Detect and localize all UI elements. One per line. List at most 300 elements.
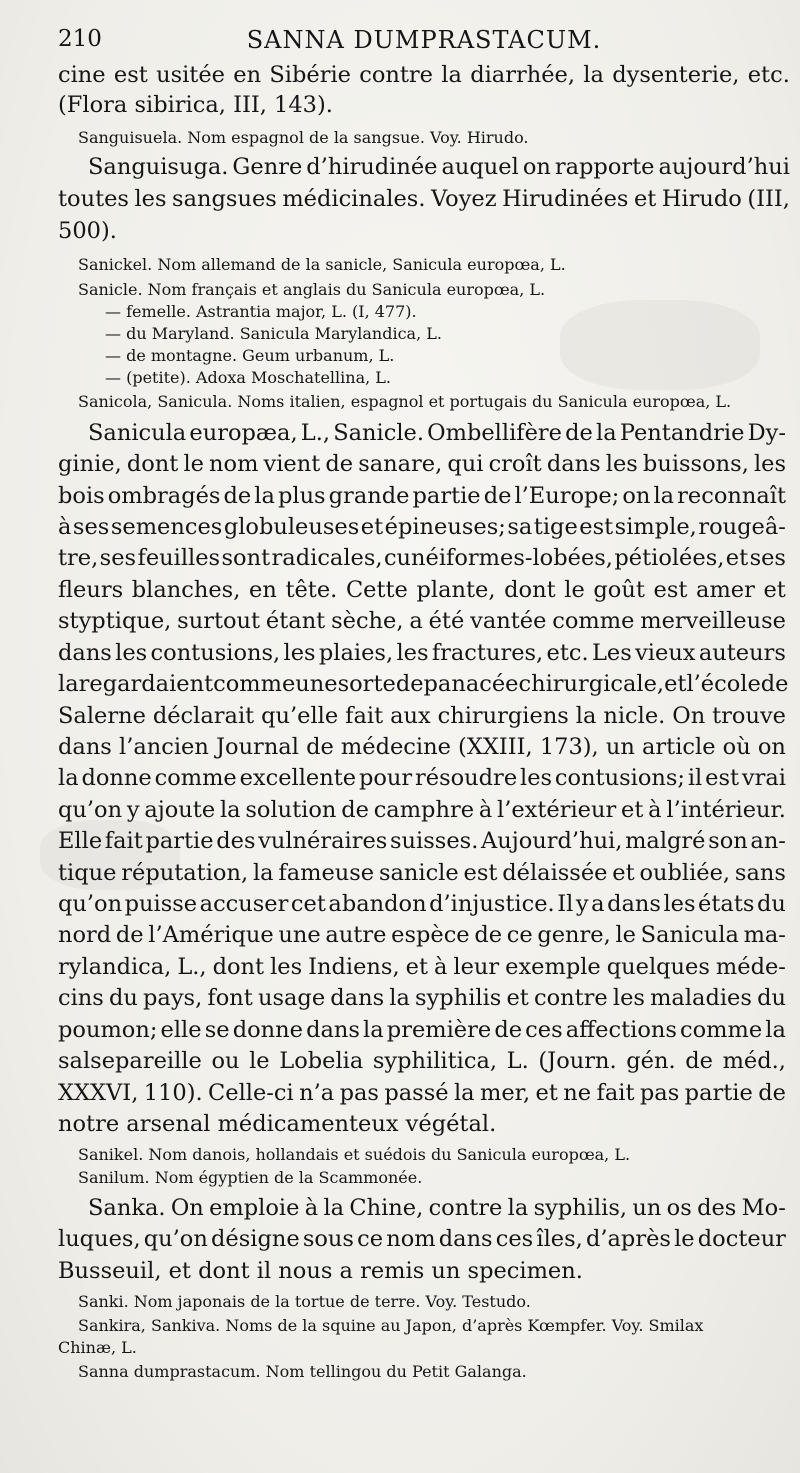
word: maladies (650, 985, 752, 1011)
word: Hirudinées (502, 186, 629, 212)
text-line (58, 483, 786, 509)
text-line (58, 577, 786, 603)
word: feuilles (137, 545, 221, 571)
word: a (409, 608, 423, 634)
word: réputation, (121, 860, 249, 886)
word: l’extérieur (497, 797, 617, 823)
text-line (58, 985, 786, 1011)
word: puisse (124, 891, 198, 917)
word: dans (58, 734, 112, 760)
word: diarrhée, (470, 62, 576, 88)
text-line (88, 1195, 786, 1221)
text-line: — de montagne. Geum urbanum, L. (105, 346, 395, 365)
word: tige (533, 514, 578, 540)
word: et (506, 985, 529, 1011)
word: et (633, 186, 657, 212)
word: ou (211, 1048, 240, 1074)
word: contre (428, 1195, 503, 1221)
word: ce (357, 1226, 384, 1252)
word: sont (221, 545, 271, 571)
word: Elle (58, 828, 103, 854)
text-line: Sanilum. Nom égyptien de la Scammonée. (78, 1168, 423, 1187)
word: à (433, 954, 448, 980)
word: cunéiformes-lobées, (383, 545, 613, 571)
word: sangsues (172, 186, 277, 212)
text-line (58, 765, 786, 791)
text-line: Sanicola, Sanicula. Noms italien, espagnol et portugais du Sanicula europœa, L. (78, 392, 732, 411)
text-line: — (petite). Adoxa Moschatellina, L. (105, 368, 391, 387)
word: le (615, 922, 636, 948)
word: d’après (585, 1226, 671, 1252)
word: la (765, 1017, 786, 1043)
word: chirurgiens (437, 703, 569, 729)
word: l’ancien (119, 734, 209, 760)
word: partie (412, 483, 481, 509)
word: son (708, 828, 748, 854)
word: auquel (441, 154, 519, 180)
word: syphilitica, (372, 1048, 498, 1074)
word: ombragés (107, 483, 221, 509)
word: suisses. (390, 828, 479, 854)
word: article (641, 734, 716, 760)
word: à (304, 1195, 319, 1221)
word: en (233, 62, 262, 88)
word: Sibérie (269, 62, 351, 88)
word: Journal (216, 734, 299, 760)
word: Chine, (349, 1195, 424, 1221)
word: états (698, 891, 755, 917)
word: ginie, (58, 451, 122, 477)
text-line (58, 797, 786, 823)
word: dysenterie, (612, 62, 740, 88)
word: le (674, 1226, 695, 1252)
word: grande (328, 483, 410, 509)
word: trouve (712, 703, 786, 729)
page-number: 210 (58, 26, 102, 52)
word: Dy- (747, 420, 786, 446)
word: la (507, 1195, 529, 1221)
word: la (252, 860, 274, 886)
word: et (725, 545, 749, 571)
word: syphilis, (533, 1195, 628, 1221)
word: de (685, 1048, 713, 1074)
text-line (88, 154, 790, 180)
word: et (535, 1080, 558, 1106)
text-line (58, 1048, 786, 1074)
word: sèche, (331, 608, 404, 634)
word: la (575, 703, 597, 729)
word: résoudre (415, 765, 518, 791)
word: solution (245, 797, 337, 823)
word: déclarait (152, 703, 255, 729)
word: qu’on (143, 1226, 208, 1252)
word: médicinales. (282, 186, 426, 212)
word: tique (58, 860, 117, 886)
word: épineuses; (384, 514, 506, 540)
text-line: (Flora sibirica, III, 143). (58, 92, 333, 118)
word: de (760, 671, 789, 697)
text-line (58, 640, 786, 666)
text-line: Sanicle. Nom français et anglais du Sanicula europœa, L. (78, 280, 546, 299)
word: de (565, 420, 593, 446)
word: os (666, 1195, 692, 1221)
word: le (564, 577, 585, 603)
word: donne (232, 1017, 303, 1043)
word: globuleuses (223, 514, 360, 540)
word: et (612, 860, 635, 886)
word: vantée (470, 608, 547, 634)
word: la (389, 985, 410, 1011)
word: ses (99, 545, 137, 571)
word: comme (680, 1017, 763, 1043)
word: Salerne (58, 703, 146, 729)
word: bois (58, 483, 105, 509)
word: en (249, 577, 277, 603)
word: autre (325, 922, 387, 948)
word: dans (438, 1226, 493, 1252)
word: et (664, 671, 687, 697)
word: étant (265, 608, 326, 634)
word: dans (330, 985, 385, 1011)
word: les (270, 954, 303, 980)
word: les (612, 985, 645, 1011)
word: donne (81, 765, 152, 791)
word: genre, (537, 922, 611, 948)
word: (XXIII, (458, 734, 533, 760)
word: pétiolées, (614, 545, 725, 571)
word: usage (257, 985, 326, 1011)
text-line: Sanguisuela. Nom espagnol de la sangsue. Voy. Hirudo. (78, 128, 529, 147)
word: est (113, 62, 148, 88)
word: fractures, (431, 640, 544, 666)
word: îles, (536, 1226, 583, 1252)
word: docteur (697, 1226, 786, 1252)
word: pays, (143, 985, 203, 1011)
word: passé (384, 1080, 449, 1106)
word: de (223, 483, 252, 509)
word: fleurs (58, 577, 124, 603)
word: Sanguisuga. (88, 154, 229, 180)
word: regardaient (78, 671, 214, 697)
word: oubliée, (639, 860, 731, 886)
word: y (575, 891, 589, 917)
text-line (58, 954, 786, 980)
word: à (58, 514, 72, 540)
word: 173), (539, 734, 599, 760)
word: rapporte (554, 154, 655, 180)
word: on (622, 483, 651, 509)
word: partie (684, 1080, 753, 1106)
word: XXXVI, (58, 1080, 139, 1106)
text-line: notre arsenal médicamenteux végétal. (58, 1111, 497, 1137)
word: il (687, 765, 703, 791)
word: tre, (58, 545, 99, 571)
text-line (58, 186, 790, 212)
text-line: Sanna dumprastacum. Nom tellingou du Petit Galanga. (78, 1362, 527, 1381)
word: gén. (626, 1048, 676, 1074)
word: Indiens, (308, 954, 400, 980)
word: semences (110, 514, 223, 540)
word: plante, (416, 577, 496, 603)
word: dans (58, 640, 112, 666)
word: qu’elle (261, 703, 339, 729)
word: cet (290, 891, 326, 917)
text-line (58, 514, 786, 540)
word: emploie (209, 1195, 300, 1221)
word: qu’on (58, 797, 123, 823)
word: Hirudo (661, 186, 742, 212)
word: ajoute (144, 797, 216, 823)
text-line (58, 860, 786, 886)
word: vieux (635, 640, 696, 666)
text-line (58, 828, 786, 854)
word: qu’on (58, 891, 123, 917)
word: des (216, 828, 256, 854)
page-header (58, 26, 790, 62)
word: contre (533, 985, 608, 1011)
word: simple, (614, 514, 697, 540)
word: Voyez (430, 186, 497, 212)
word: L., (177, 954, 207, 980)
word: toutes (58, 186, 129, 212)
word: an- (750, 828, 786, 854)
word: ces (525, 1017, 563, 1043)
word: syphilis (415, 985, 502, 1011)
word: on (522, 154, 551, 180)
word: plus (277, 483, 326, 509)
word: fait (596, 1080, 635, 1106)
word: l’Europe; (514, 483, 620, 509)
word: europæa, (189, 420, 298, 446)
word: excellente (239, 765, 357, 791)
word: blanches, (131, 577, 241, 603)
word: de (494, 1017, 523, 1043)
word: sanare, (358, 451, 443, 477)
word: est (653, 577, 688, 603)
word: la (596, 420, 617, 446)
word: partie (145, 828, 214, 854)
word: l’intérieur. (666, 797, 786, 823)
word: l’Amérique (148, 922, 274, 948)
word: de (758, 1080, 786, 1106)
text-line: Sanikel. Nom danois, hollandais et suédois du Sanicula europœa, L. (78, 1145, 631, 1164)
word: rougeâ- (698, 514, 786, 540)
text-line (58, 671, 789, 697)
word: les (283, 640, 316, 666)
running-title: SANNA DUMPRASTACUM. (246, 26, 602, 54)
text-line (58, 545, 786, 571)
word: radicales, (271, 545, 383, 571)
word: mer, (480, 1080, 531, 1106)
word: Aujourd’hui, (481, 828, 623, 854)
word: 110). (143, 1080, 203, 1106)
word: Genre (232, 154, 303, 180)
word: dans (607, 891, 661, 917)
word: fait (345, 703, 384, 729)
word: n’a (299, 1080, 335, 1106)
word: la (58, 765, 79, 791)
word: est (705, 765, 740, 791)
word: On (170, 1195, 204, 1221)
word: à (648, 797, 662, 823)
word: le (249, 1048, 270, 1074)
word: fameuse (278, 860, 375, 886)
word: délaissée (502, 860, 608, 886)
word: croît (488, 451, 542, 477)
word: l’école (686, 671, 761, 697)
word: la (219, 797, 241, 823)
word: de (395, 671, 424, 697)
word: affections (565, 1017, 677, 1043)
word: fait (104, 828, 143, 854)
word: luques, (58, 1226, 141, 1252)
word: dans (306, 1017, 360, 1043)
text-line (58, 1226, 786, 1252)
word: sanicle (378, 860, 459, 886)
word: Pentandrie (619, 420, 745, 446)
paper-stain (560, 300, 760, 390)
word: y (126, 797, 140, 823)
text-line: Sanki. Nom japonais de la tortue de terre. Voy. Testudo. (78, 1292, 531, 1311)
word: Sanicle. (333, 420, 424, 446)
word: contre (359, 62, 434, 88)
word: espèce (391, 922, 470, 948)
word: sous (302, 1226, 354, 1252)
word: Les (591, 640, 632, 666)
word: Mo- (741, 1195, 786, 1221)
word: à (478, 797, 493, 823)
word: nicle. (603, 703, 666, 729)
word: pas (339, 1080, 379, 1106)
text-line (58, 891, 786, 917)
word: où (722, 734, 751, 760)
text-line (88, 420, 786, 446)
word: vient (263, 451, 321, 477)
word: accuser (199, 891, 289, 917)
word: Sanicula (640, 922, 739, 948)
word: On (672, 703, 706, 729)
word: ne (563, 1080, 592, 1106)
word: ses (749, 545, 786, 571)
word: panacée (423, 671, 519, 697)
word: dans (546, 451, 601, 477)
word: merveilleuse (640, 608, 786, 634)
word: la (363, 1017, 384, 1043)
word: rylandica, (58, 954, 172, 980)
word: dont (212, 954, 265, 980)
word: on (757, 734, 786, 760)
word: Celle-ci (208, 1080, 294, 1106)
word: et (360, 514, 384, 540)
word: nom (386, 1226, 436, 1252)
word: camphre (373, 797, 475, 823)
word: contusions; (554, 765, 685, 791)
text-line: — du Maryland. Sanicula Marylandica, L. (105, 324, 442, 343)
word: chirurgicale, (518, 671, 665, 697)
word: de (483, 483, 512, 509)
word: le (183, 451, 204, 477)
text-line: Chinæ, L. (58, 1338, 137, 1357)
word: Lobelia (279, 1048, 364, 1074)
word: du (757, 985, 786, 1011)
word: les (134, 186, 167, 212)
word: du (756, 891, 786, 917)
word: comme (154, 765, 237, 791)
text-line: Sanickel. Nom allemand de la sanicle, Sanicula europœa, L. (78, 255, 566, 274)
text-line: Busseuil, et dont il nous a remis un specimen. (58, 1258, 583, 1284)
word: été (428, 608, 465, 634)
word: ses (72, 514, 110, 540)
word: est (463, 860, 498, 886)
word: une (295, 671, 338, 697)
text-line: — femelle. Astrantia major, L. (I, 477). (105, 302, 417, 321)
word: les (605, 451, 638, 477)
word: exemple (505, 954, 601, 980)
word: une (278, 922, 321, 948)
word: tête. (285, 577, 338, 603)
word: comme (552, 608, 635, 634)
word: est (579, 514, 614, 540)
word: et (405, 954, 428, 980)
word: d’injustice. (429, 891, 555, 917)
word: les (753, 451, 786, 477)
word: du (108, 985, 138, 1011)
word: les (396, 640, 429, 666)
word: Ombellifère (427, 420, 562, 446)
word: méd., (722, 1048, 786, 1074)
word: se (204, 1017, 230, 1043)
word: la (583, 62, 604, 88)
word: et (621, 797, 644, 823)
word: les (520, 765, 553, 791)
word: usitée (156, 62, 225, 88)
word: sa (507, 514, 533, 540)
word: (III, (747, 186, 790, 212)
word: Cette (345, 577, 408, 603)
word: ces (495, 1226, 534, 1252)
word: a (591, 891, 605, 917)
word: poumon; (58, 1017, 158, 1043)
word: de (474, 922, 503, 948)
word: et (763, 577, 786, 603)
word: cine (58, 62, 106, 88)
word: première (386, 1017, 492, 1043)
word: médecine (340, 734, 451, 760)
word: des (697, 1195, 737, 1221)
word: pas (639, 1080, 680, 1106)
word: contusions, (150, 640, 281, 666)
word: amer (696, 577, 755, 603)
word: de (115, 922, 144, 948)
word: la (441, 62, 462, 88)
word: leur (453, 954, 500, 980)
word: ce (506, 922, 533, 948)
text-line (58, 734, 786, 760)
text-line (58, 1080, 786, 1106)
word: aujourd’hui (658, 154, 790, 180)
word: reconnaît (677, 483, 786, 509)
word: malgré (625, 828, 706, 854)
word: la (58, 671, 79, 697)
word: de (325, 451, 354, 477)
word: Sanicula (88, 420, 187, 446)
text-line: Sankira, Sankiva. Noms de la squine au Japon, d’après Kœmpfer. Voy. Smilax (78, 1316, 704, 1335)
word: pour (358, 765, 413, 791)
word: vulnéraires (258, 828, 388, 854)
word: etc. (747, 62, 790, 88)
word: comme (213, 671, 296, 697)
word: la (323, 1195, 345, 1221)
